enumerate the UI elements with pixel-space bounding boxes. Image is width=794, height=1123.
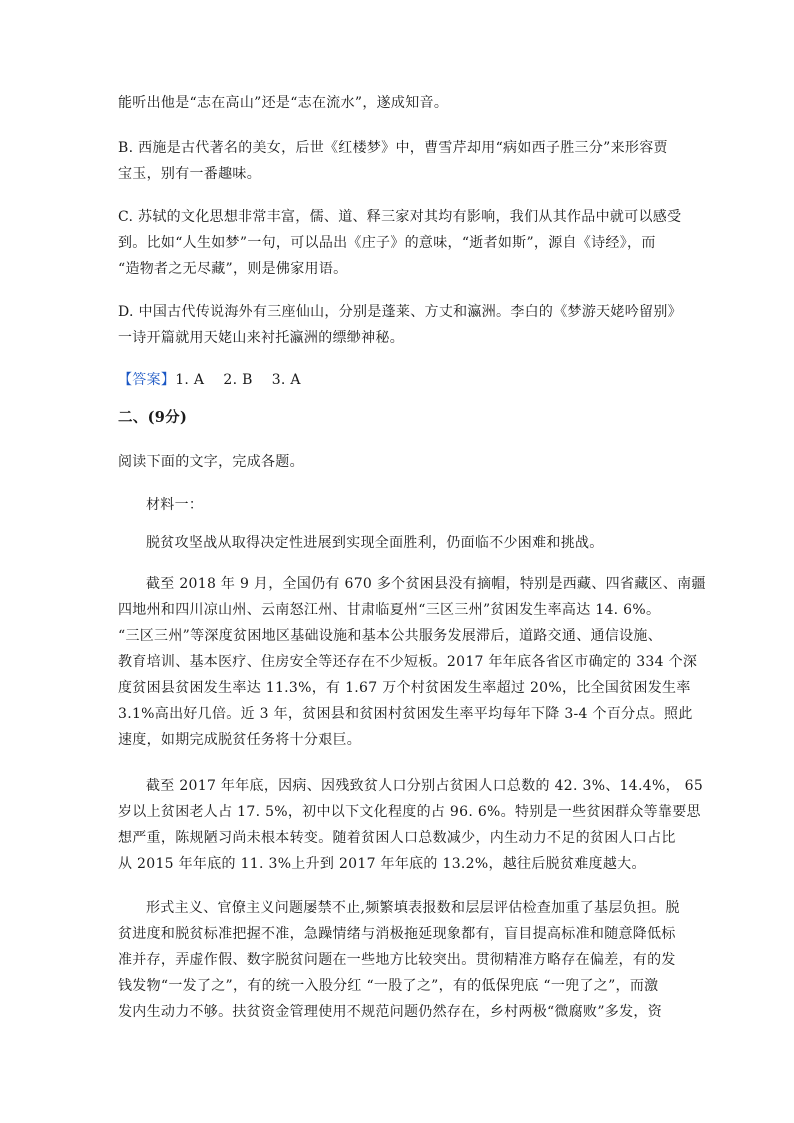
paragraph-4-line: 形式主义、官僚主义问题屡禁不止,频繁填表报数和层层评估检查加重了基层负担。脱 (146, 900, 680, 916)
section-title: 二、(9分) (118, 409, 188, 426)
option-d-line-2: 一诗开篇就用天姥山来衬托瀛洲的缥缈神秘。 (118, 330, 404, 346)
answer-text: 1. A 2. B 3. A (175, 372, 301, 388)
paragraph-3-line: 截至 2017 年年底，因病、因残致贫人口分别占贫困人口总数的 42. 3%、14.4%， 65 (146, 778, 704, 794)
answer-line (118, 370, 301, 390)
paragraph-2-line: 截至 2018 年 9 月，全国仍有 670 多个贫困县没有摘帽，特别是西藏、四省藏区、南疆 (146, 576, 706, 592)
answer-tag: 【答案】 (118, 372, 176, 388)
paragraph-4-line: 贫进度和脱贫标准把握不准，急躁情绪与消极拖延现象都有，盲目提高标准和随意降低标 (118, 926, 676, 942)
option-c-line-3: “造物者之无尽藏”，则是佛家用语。 (118, 261, 348, 277)
option-c-line-1: C. 苏轼的文化思想非常丰富，儒、道、释三家对其均有影响，我们从其作品中就可以感受 (118, 209, 682, 225)
paragraph-2-line: 3.1%高出好几倍。近 3 年，贫困县和贫困村贫困发生率平均每年下降 3-4 个百分点。照此 (118, 706, 693, 722)
paragraph-1: 脱贫攻坚战从取得决定性进展到实现全面胜利，仍面临不少困难和挑战。 (146, 535, 604, 551)
paragraph-3-line: 从 2015 年年底的 11. 3%上升到 2017 年年底的 13.2%，越往后脱贫难度越大。 (118, 856, 646, 872)
paragraph-2-line: 度贫困县贫困发生率达 11.3%，有 1.67 万个村贫困发生率超过 20%，比全国贫困发生率 (118, 680, 691, 696)
instruction: 阅读下面的文字，完成各题。 (118, 454, 304, 470)
paragraph-2-line: “三区三州”等深度贫困地区基础设施和基本公共服务发展滞后，道路交通、通信设施、 (118, 628, 663, 644)
text-line: 能听出他是“志在高山”还是“志在流水”，遂成知音。 (118, 95, 449, 111)
option-b-line-1: B. 西施是古代著名的美女，后世《红楼梦》中，曹雪芹却用“病如西子胜三分”来形容贾 (118, 140, 668, 156)
paragraph-4-line: 发内生动力不够。扶贫资金管理使用不规范问题仍然存在，乡村两极“微腐败”多发，资 (118, 1004, 663, 1020)
paragraph-4-line: 钱发物“一发了之”，有的统一入股分红 “一股了之”，有的低保兜底 “一兜了之”，而激 (118, 978, 659, 994)
paragraph-3-line: 岁以上贫困老人占 17. 5%，初中以下文化程度的占 96. 6%。特别是一些贫困群众等靠要思 (118, 804, 701, 820)
paragraph-2-line: 速度，如期完成脱贫任务将十分艰巨。 (118, 732, 362, 748)
material-label: 材料一： (146, 497, 204, 513)
option-c-line-2: 到。比如“人生如梦”一句，可以品出《庄子》的意味，“逝者如斯”，源自《诗经》，而 (118, 235, 656, 251)
option-b-line-2: 宝玉，别有一番趣味。 (118, 166, 261, 182)
option-d-line-1: D. 中国古代传说海外有三座仙山，分别是蓬莱、方丈和瀛洲。李白的《梦游天姥吟留别》 (118, 304, 682, 320)
paragraph-3-line: 想严重，陈规陋习尚未根本转变。随着贫困人口总数减少，内生动力不足的贫困人口占比 (118, 830, 676, 846)
paragraph-2-line: 教育培训、基本医疗、住房安全等还存在不少短板。2017 年年底各省区市确定的 334 个深 (118, 654, 698, 670)
paragraph-4-line: 准并存，弄虚作假、数字脱贫问题在一些地方比较突出。贯彻精准方略存在偏差，有的发 (118, 952, 676, 968)
paragraph-2-line: 四地州和四川凉山州、云南怒江州、甘肃临夏州“三区三州”贫困发生率高达 14. 6%。 (118, 602, 661, 618)
